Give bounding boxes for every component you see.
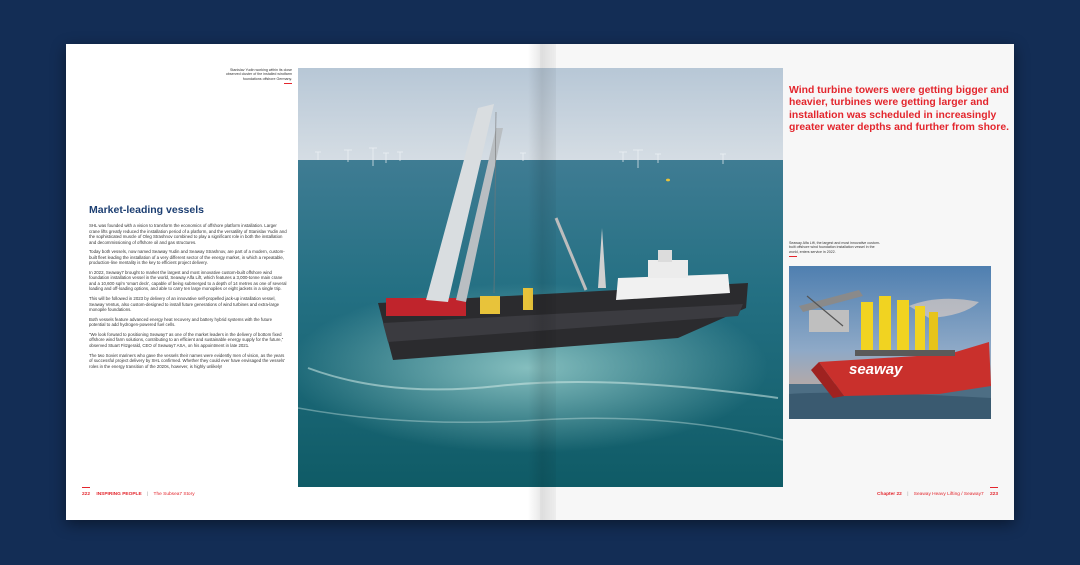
- footer-mark: [990, 487, 998, 488]
- chapter-label: Chapter 22: [877, 492, 902, 497]
- vessel-aerial-photo: [298, 68, 783, 487]
- page-number: 223: [989, 492, 998, 497]
- pull-quote: Wind turbine towers were getting bigger and heavier, turbines were getting larger and installation was scheduled in increasingly greater water depths and further from shore.: [789, 85, 1009, 134]
- body-paragraph: In 2022, Seaway7 brought to market the largest and most innovative custom-built offshore wind foundation installation vessel in the world, Seaway Alfa Lift, which features a 3,000-tonne main crane and a 10,600 sq/m 'smart deck', capable of being submerged to a depth of 14 metres as one of several loading and off-loading options, and able to carry ten large monopiles or eight jackets in a single trip.: [89, 269, 287, 292]
- right-footer: [877, 492, 998, 498]
- magazine-spread: [66, 44, 1014, 520]
- body-paragraph: The two Soviet mariners who gave the vessels their names were evidently men of vision, as the years of successful project delivery by SHL confirmed. Whether they could ever have envisaged the vessels’ roles in the energy transition of the 2020s, however, is highly unlikely!: [89, 352, 285, 369]
- main-photo-caption-text: Stanislav Yudin working within its close observed cluster of the installed windfarm foundations offshore Germany.: [225, 68, 292, 81]
- side-photo-caption-text: Seaway Alfa Lift, the largest and most innovative custom-built offshore wind foundation installation vessel in the world, enters service in 2022.: [789, 241, 881, 254]
- vessel-render-photo: [789, 266, 991, 419]
- running-section: INSPIRING PEOPLE: [96, 492, 142, 497]
- footer-mark: [82, 487, 90, 488]
- body-paragraph: Both vessels feature advanced energy heat recovery and battery hybrid systems with the future potential to add hydrogen-powered fuel cells.: [89, 316, 273, 328]
- footer-separator: |: [147, 492, 149, 497]
- footer-separator: |: [907, 492, 909, 497]
- chapter-title: Seaway Heavy Lifting / Seaway7: [913, 492, 984, 497]
- caption-rule: [284, 83, 292, 84]
- body-paragraph: Today both vessels, now named Seaway Yudin and Seaway Strashnov, are part of a modern, custom-built fleet leading the installation of a very different sector of the energy market, in which a repeatable, production-line mentality is the key to efficient project delivery.: [89, 249, 285, 266]
- page-number: 222: [82, 492, 91, 497]
- body-paragraph: “We look forward to positioning Seaway7 as one of the market leaders in the delivery of bottom fixed offshore wind farm solutions, contributing to an efficient and sustainable energy supply for the future,” observed Stuart Fitzgerald, CEO of Seaway7 ASA, on his appointment in late 2021.: [89, 331, 284, 348]
- body-paragraph: SHL was founded with a vision to transform the economics of offshore platform installation. Larger crane lifts greatly reduced the installation period of a platform, and the versatility of Stanislav Yudin and the sophisticated muscle of Oleg Strashnov combined to play a significant role in both the installation and decommissioning of offshore oil and gas structures.: [89, 223, 287, 245]
- main-photo-caption: [216, 68, 292, 84]
- running-subtitle: The Subsea7 Story: [153, 492, 195, 497]
- caption-rule: [789, 256, 797, 257]
- hull-lettering: seaway: [849, 361, 903, 378]
- section-heading: Market-leading vessels: [89, 204, 204, 216]
- article-body: [89, 223, 287, 373]
- left-footer: [82, 492, 195, 498]
- side-photo-caption: [789, 241, 883, 257]
- body-paragraph: This will be followed in 2023 by delivery of an innovative self-propelled jack-up installation vessel, Seaway Ventus, also custom-designed to install future generations of wind turbines and extra-large monopile foundations.: [89, 296, 280, 313]
